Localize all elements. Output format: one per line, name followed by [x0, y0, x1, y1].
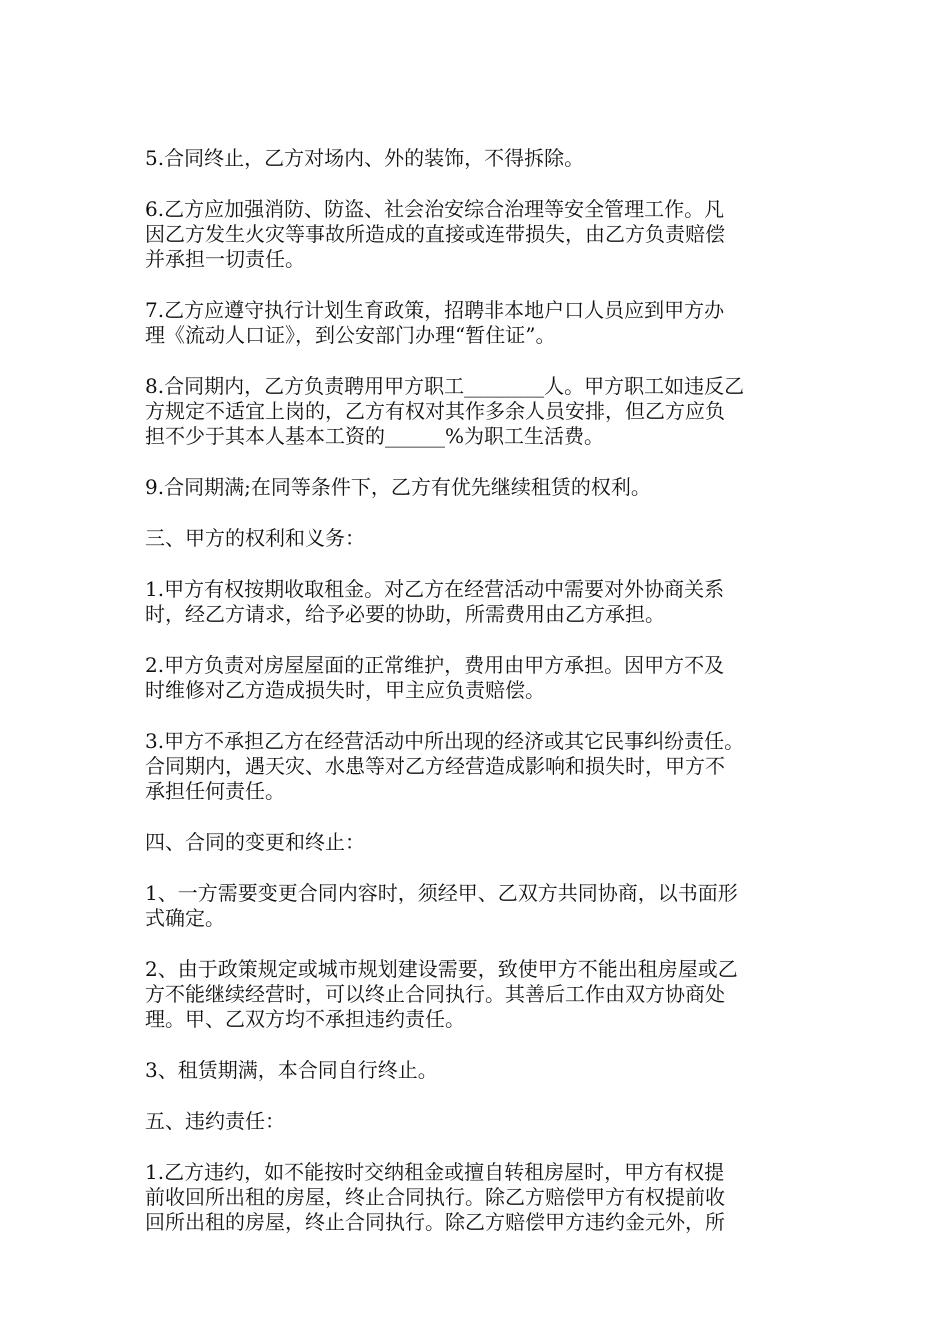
- text-line: 2、由于政策规定或城市规划建设需要，致使甲方不能出租房屋或乙: [145, 957, 738, 981]
- text-line: 1.乙方违约，如不能按时交纳租金或擅自转租房屋时，甲方有权提: [145, 1160, 725, 1184]
- document-body: [145, 146, 825, 1261]
- text-line: 3.甲方不承担乙方在经营活动中所出现的经济或其它民事纠纷责任。: [145, 729, 745, 753]
- paragraph: [145, 374, 825, 449]
- paragraph: [145, 881, 825, 931]
- text-line: 6.乙方应加强消防、防盗、社会治安综合治理等安全管理工作。凡: [145, 197, 725, 221]
- text-line: 9.合同期满;在同等条件下，乙方有优先继续租赁的权利。: [145, 475, 651, 499]
- text-line: 1.甲方有权按期收取租金。对乙方在经营活动中需要对外协商关系: [145, 577, 725, 601]
- paragraph: [145, 146, 825, 171]
- paragraph: [145, 1160, 825, 1235]
- text-line: 前收回所出租的房屋，终止合同执行。除乙方赔偿甲方有权提前收: [145, 1185, 725, 1209]
- paragraph: [145, 830, 825, 855]
- text-line: 时，经乙方请求，给予必要的协助，所需费用由乙方承担。: [145, 602, 665, 626]
- text-line: 因乙方发生火灾等事故所造成的直接或连带损失，由乙方负责赔偿: [145, 222, 725, 246]
- text-line: 时维修对乙方造成损失时，甲主应负责赔偿。: [145, 678, 545, 702]
- text-line: 7.乙方应遵守执行计划生育政策，招聘非本地户口人员应到甲方办: [145, 298, 725, 322]
- text-line: 理《流动人口证》，到公安部门办理“暂住证”。: [145, 323, 556, 347]
- text-line: 方规定不适宜上岗的，乙方有权对其作多余人员安排，但乙方应负: [145, 399, 725, 423]
- paragraph: [145, 957, 825, 1032]
- text-line: 2.甲方负责对房屋屋面的正常维护，费用由甲方承担。因甲方不及: [145, 653, 725, 677]
- paragraph: [145, 1109, 825, 1134]
- text-line: 并承担一切责任。: [145, 247, 305, 271]
- text-line: 合同期内，遇天灾、水患等对乙方经营造成影响和损失时，甲方不: [145, 754, 725, 778]
- paragraph: [145, 729, 825, 804]
- paragraph: [145, 526, 825, 551]
- paragraph: [145, 577, 825, 627]
- text-line: 承担任何责任。: [145, 779, 285, 803]
- text-line: 3、租赁期满，本合同自行终止。: [145, 1058, 438, 1082]
- paragraph: [145, 197, 825, 272]
- text-line: 五、违约责任：: [145, 1109, 285, 1133]
- text-line: 理。甲、乙双方均不承担违约责任。: [145, 1007, 465, 1031]
- text-line: 三、甲方的权利和义务：: [145, 526, 365, 550]
- text-line: 式确定。: [145, 906, 225, 930]
- text-line: 四、合同的变更和终止：: [145, 830, 365, 854]
- text-line: 方不能继续经营时，可以终止合同执行。其善后工作由双方协商处: [145, 982, 725, 1006]
- text-line: 5.合同终止，乙方对场内、外的装饰，不得拆除。: [145, 146, 585, 170]
- text-line: 回所出租的房屋，终止合同执行。除乙方赔偿甲方违约金元外，所: [145, 1210, 725, 1234]
- text-line: 8.合同期内，乙方负责聘用甲方职工________人。甲方职工如违反乙: [145, 374, 745, 398]
- paragraph: [145, 1058, 825, 1083]
- paragraph: [145, 298, 825, 348]
- text-line: 担不少于其本人基本工资的______%为职工生活费。: [145, 424, 605, 448]
- paragraph: [145, 475, 825, 500]
- text-line: 1、一方需要变更合同内容时，须经甲、乙双方共同协商，以书面形: [145, 881, 738, 905]
- paragraph: [145, 653, 825, 703]
